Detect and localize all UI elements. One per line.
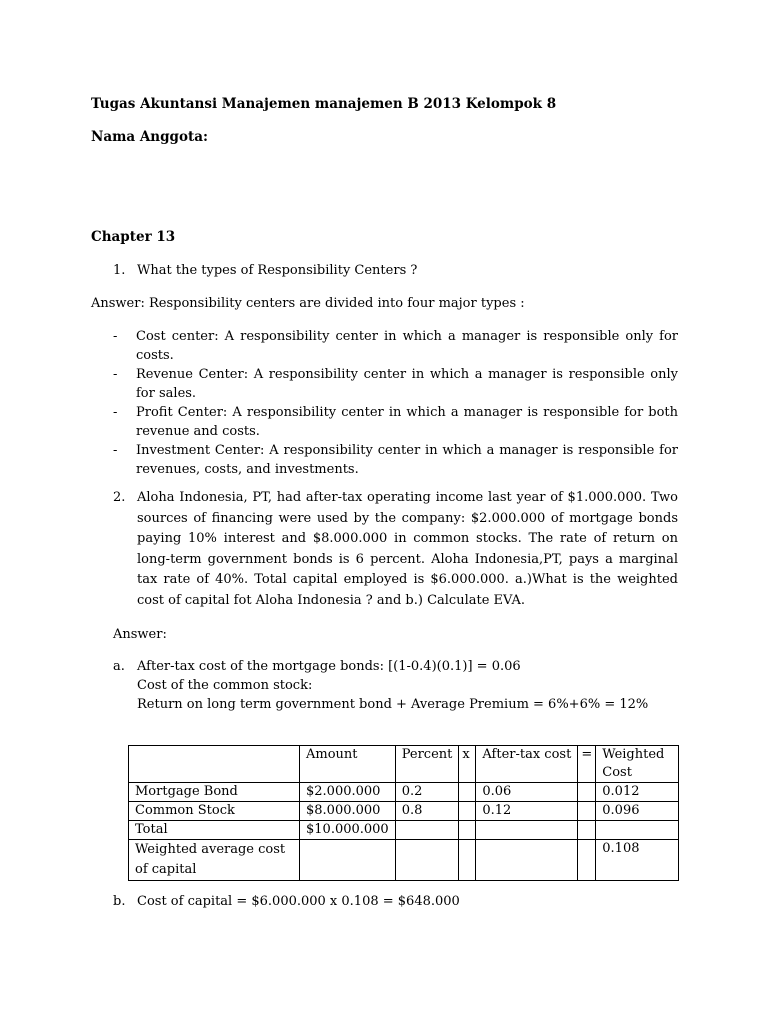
table-cell	[476, 840, 578, 881]
table-cell	[596, 821, 679, 840]
bullet-dash: -	[113, 367, 118, 382]
question-2-text: Aloha Indonesia, PT, had after-tax operating income last year of $1.000.000. Two sources of financing were used by the company: $2.000.000 of mortgage bonds paying 10% interest and $8.000.000 in common stocks. The rate of return on long-term government bonds is 6 percent. Aloha Indonesia,PT, pays a marginal tax rate of 40%. Total capital employed is $6.000.000. a.)What is the weighted cost of capital fot Aloha Indonesia ? and b.) Calculate EVA.	[137, 490, 678, 608]
table-header-cell: Amount	[300, 746, 396, 783]
table-row	[129, 821, 679, 840]
question-2-number: 2.	[113, 490, 126, 505]
table-cell: 0.12	[476, 802, 578, 821]
table-cell: 0.108	[596, 840, 679, 881]
bullet-dash: -	[113, 405, 118, 420]
responsibility-center-list	[113, 327, 678, 479]
list-item-text: Revenue Center: A responsibility center in which a manager is responsible only for sales.	[136, 367, 678, 401]
table-cell: 0.096	[596, 802, 679, 821]
list-item	[113, 327, 678, 365]
table-cell	[578, 783, 596, 802]
table-row	[129, 783, 679, 802]
bullet-dash: -	[113, 443, 118, 458]
question-1-number: 1.	[113, 263, 126, 278]
table-cell: Common Stock	[129, 802, 300, 821]
chapter-heading: Chapter 13	[91, 229, 176, 245]
part-a-label: a.	[113, 659, 125, 674]
list-item	[113, 441, 678, 479]
list-item	[113, 365, 678, 403]
table-cell: $10.000.000	[300, 821, 396, 840]
table-header-cell: After-tax cost	[476, 746, 578, 783]
table-cell	[459, 802, 476, 821]
table-cell	[578, 821, 596, 840]
table-header-row	[129, 746, 679, 783]
table-cell: Weighted average cost of capital	[129, 840, 300, 881]
members-label: Nama Anggota:	[91, 129, 208, 145]
table-cell	[459, 840, 476, 881]
table-cell	[578, 840, 596, 881]
list-item-text: Investment Center: A responsibility center in which a manager is responsible for revenues, costs, and investments.	[136, 443, 678, 477]
table-cell	[395, 821, 459, 840]
table-cell	[578, 802, 596, 821]
part-a-line-2: Cost of the common stock:	[137, 678, 313, 693]
table-cell: 0.2	[395, 783, 459, 802]
part-b-text: Cost of capital = $6.000.000 x 0.108 = $648.000	[137, 894, 460, 909]
list-item	[113, 403, 678, 441]
table-cell: 0.8	[395, 802, 459, 821]
table-cell	[459, 783, 476, 802]
question-1-text: What the types of Responsibility Centers ?	[137, 263, 418, 278]
table-header-cell: Percent	[395, 746, 459, 783]
table-cell: Total	[129, 821, 300, 840]
weighted-cost-table	[128, 745, 679, 881]
table-cell	[395, 840, 459, 881]
table-header-cell: x	[459, 746, 476, 783]
table-header-cell	[129, 746, 300, 783]
table-cell	[300, 840, 396, 881]
answer-part-a	[113, 657, 648, 714]
part-b-label: b.	[113, 894, 126, 909]
bullet-dash: -	[113, 329, 118, 344]
table-cell: Mortgage Bond	[129, 783, 300, 802]
table-cell: 0.06	[476, 783, 578, 802]
document-title: Tugas Akuntansi Manajemen manajemen B 2013 Kelompok 8	[91, 96, 557, 112]
question-2	[113, 488, 678, 611]
list-item-text: Cost center: A responsibility center in which a manager is responsible only for costs.	[136, 329, 678, 363]
list-item-text: Profit Center: A responsibility center in which a manager is responsible for both revenue and costs.	[136, 405, 678, 439]
table-row	[129, 840, 679, 881]
table-header-cell: Weighted Cost	[596, 746, 679, 783]
answer-2-label: Answer:	[113, 627, 167, 642]
part-a-line-1: After-tax cost of the mortgage bonds: [(1-0.4)(0.1)] = 0.06	[137, 659, 521, 674]
table-cell	[476, 821, 578, 840]
table-cell	[459, 821, 476, 840]
answer-1-intro: Answer: Responsibility centers are divided into four major types :	[91, 296, 525, 311]
table-cell: $8.000.000	[300, 802, 396, 821]
table-cell: $2.000.000	[300, 783, 396, 802]
table-row	[129, 802, 679, 821]
table-header-cell: =	[578, 746, 596, 783]
table-cell: 0.012	[596, 783, 679, 802]
part-a-line-3: Return on long term government bond + Average Premium = 6%+6% = 12%	[137, 697, 649, 712]
